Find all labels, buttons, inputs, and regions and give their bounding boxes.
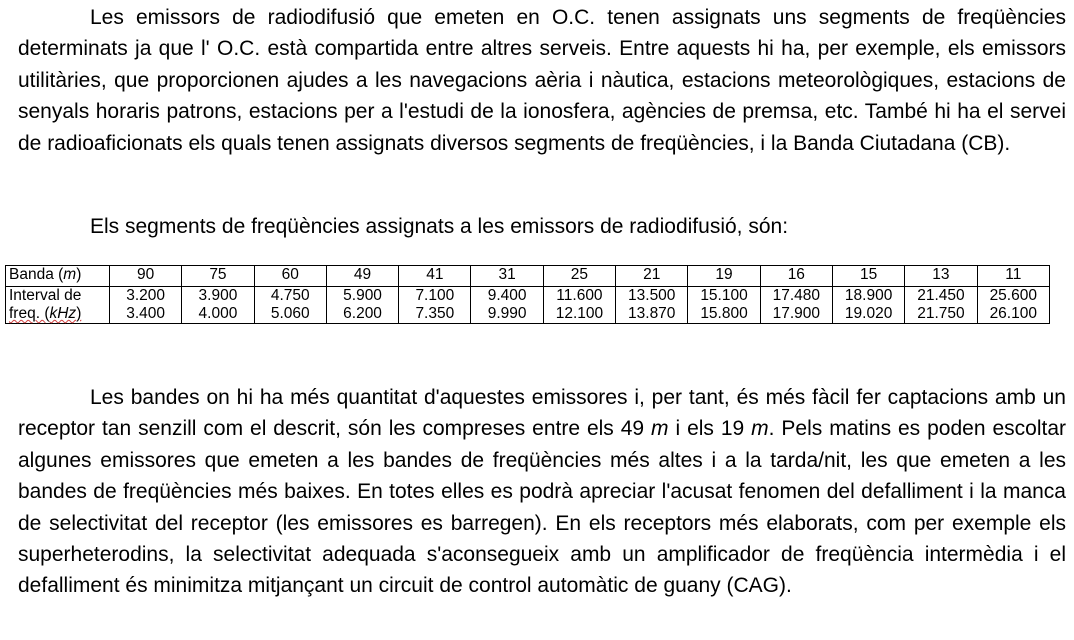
frequency-table (5, 265, 1050, 324)
band-cell: 75 (182, 266, 254, 287)
interval-high: 7.350 (415, 305, 455, 322)
interval-low: 9.400 (487, 287, 527, 304)
paragraph-intro: Les emissors de radiodifusió que emeten en O.C. tenen assignats uns segments de freqüències determinats ja que l' O.C. està compartida entre altres serveis. Entre aquests hi ha, per exemple, els emissors utilitàries, que proporcionen ajudes a les navegacions aèria i nàutica, estacions meteorològiques, estacions de senyals horaris patrons, estacions per a l'estudi de la ionosfera, agències de premsa, etc. També hi ha el servei de radioaficionats els quals tenen assignats diversos segments de freqüències, i la Banda Ciutadana (CB). (18, 6, 1066, 155)
interval-high: 13.870 (628, 305, 676, 322)
interval-low: 18.900 (844, 287, 893, 304)
interval-low: 3.900 (198, 287, 238, 304)
interval-high: 19.020 (844, 305, 893, 322)
band-cell: 11 (977, 266, 1049, 287)
interval-low: 15.100 (700, 287, 748, 304)
band-cell: 60 (254, 266, 326, 287)
interval-cell (110, 287, 182, 324)
band-cell: 15 (832, 266, 904, 287)
interval-cell (471, 287, 543, 324)
band-cell: 25 (543, 266, 615, 287)
interval-low: 5.900 (343, 287, 382, 304)
interval-high: 3.400 (126, 305, 166, 322)
interval-high: 17.900 (772, 305, 821, 322)
interval-cell (543, 287, 615, 324)
interval-cell (326, 287, 398, 324)
interval-cell (182, 287, 254, 324)
interval-high: 15.800 (700, 305, 748, 322)
interval-header: Interval de freq. (kHz) (6, 287, 110, 324)
interval-high: 12.100 (555, 305, 604, 322)
band-cell: 31 (471, 266, 543, 287)
interval-cell (905, 287, 977, 324)
interval-high: 26.100 (989, 305, 1037, 322)
band-cell: 41 (399, 266, 471, 287)
interval-high: 4.000 (198, 305, 238, 322)
interval-cell (760, 287, 832, 324)
interval-high: 9.990 (487, 305, 527, 322)
interval-high: 21.750 (917, 305, 965, 322)
interval-cell (688, 287, 760, 324)
interval-low: 13.500 (628, 287, 676, 304)
interval-low: 17.480 (772, 287, 821, 304)
interval-low: 7.100 (415, 287, 455, 304)
paragraph-bands: Les bandes on hi ha més quantitat d'aquestes emissores i, per tant, és més fàcil fer captacions amb un receptor tan senzill com el descrit, són les compreses entre els 49 m i els 19 m. Pels matins es poden escoltar algunes emissores que emeten a les bandes de freqüències més altes i a la tarda/nit, les que emeten a les bandes de freqüències més baixes. En totes elles es podrà apreciar l'acusat fenomen del defalliment i la manca de selectivitat del receptor (les emissores es barregen). En els receptors més elaborats, com per exemple els superheterodins, la selectivitat adequada s'aconsegueix amb un amplificador de freqüència intermèdia i el defalliment és minimitza mitjançant un circuit de control automàtic de guany (CAG). (18, 386, 1066, 598)
interval-low: 4.750 (270, 287, 310, 304)
band-cell: 49 (326, 266, 398, 287)
interval-high: 5.060 (270, 305, 310, 322)
interval-high: 6.200 (343, 305, 382, 322)
band-cell: 19 (688, 266, 760, 287)
interval-cell (977, 287, 1049, 324)
interval-cell (399, 287, 471, 324)
band-cell: 16 (760, 266, 832, 287)
interval-cell (832, 287, 904, 324)
interval-row (6, 287, 1050, 324)
band-cell: 21 (616, 266, 688, 287)
interval-cell (254, 287, 326, 324)
band-cell: 90 (110, 266, 182, 287)
interval-low: 3.200 (126, 287, 166, 304)
paragraph-table-intro: Els segments de freqüències assignats a les emissors de radiodifusió, són: (90, 215, 789, 238)
band-header: Banda (m) (6, 266, 110, 287)
interval-low: 21.450 (917, 287, 965, 304)
band-cell: 13 (905, 266, 977, 287)
interval-low: 11.600 (556, 287, 603, 304)
band-row (6, 266, 1050, 287)
interval-low: 25.600 (989, 287, 1037, 304)
interval-cell (616, 287, 688, 324)
